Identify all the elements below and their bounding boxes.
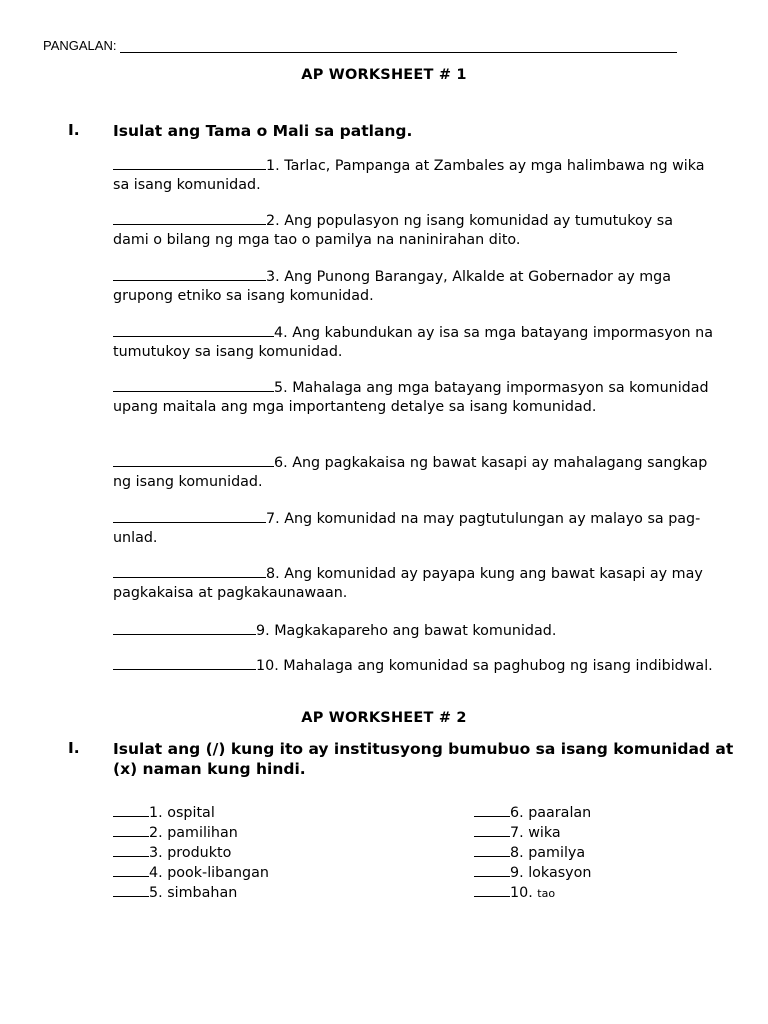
item-text: Ang pagkakaisa ng bawat kasapi ay mahalagang sangkap ng isang komunidad.	[113, 455, 708, 490]
item-number: 4.	[274, 325, 288, 341]
item-text: Mahalaga ang komunidad sa paghubog ng isang indibidwal.	[283, 658, 713, 674]
item-number: 2.	[266, 213, 280, 229]
item-text: pook-libangan	[167, 865, 269, 881]
tf-item-10	[113, 656, 713, 676]
item-text: Ang kabundukan ay isa sa mga batayang impormasyon na tumutukoy sa isang komunidad.	[113, 325, 713, 360]
item-text: pamilya	[528, 845, 586, 861]
item-text: Ang Punong Barangay, Alkalde at Gobernador ay mga grupong etniko sa isang komunidad.	[113, 269, 672, 304]
item-text: tao	[537, 887, 556, 900]
worksheet-2-section-number: I.	[68, 739, 80, 757]
answer-blank[interactable]	[474, 803, 510, 817]
answer-blank[interactable]	[113, 803, 149, 817]
answer-blank[interactable]	[113, 211, 266, 225]
check-item-9	[474, 863, 591, 883]
item-number: 7.	[266, 511, 280, 527]
item-number: 5.	[274, 380, 288, 396]
check-item-4	[113, 863, 269, 883]
item-number: 8.	[266, 566, 280, 582]
item-number: 9.	[256, 623, 270, 639]
answer-blank[interactable]	[113, 267, 266, 281]
answer-blank[interactable]	[113, 656, 256, 670]
answer-blank[interactable]	[113, 564, 266, 578]
worksheet-1-instruction: Isulat ang Tama o Mali sa patlang.	[113, 122, 413, 140]
item-number: 8.	[510, 845, 524, 861]
answer-blank[interactable]	[474, 883, 510, 897]
name-field-row	[43, 38, 677, 53]
check-item-6	[474, 803, 591, 823]
answer-blank[interactable]	[113, 823, 149, 837]
answer-blank[interactable]	[113, 883, 149, 897]
worksheet-2-instruction: Isulat ang (/) kung ito ay institusyong bumubuo sa isang komunidad at (x) naman kung hindi.	[113, 740, 734, 778]
tf-item-2	[113, 211, 713, 250]
item-number: 1.	[266, 158, 280, 174]
checklist-right-column	[474, 803, 591, 904]
check-item-2	[113, 823, 269, 843]
item-number: 4.	[149, 865, 163, 881]
check-item-5	[113, 883, 269, 903]
answer-blank[interactable]	[113, 509, 266, 523]
item-text: Ang komunidad ay payapa kung ang bawat kasapi ay may pagkakaisa at pagkakaunawaan.	[113, 566, 703, 601]
item-text: paaralan	[528, 805, 592, 821]
item-text: simbahan	[167, 885, 238, 901]
item-number: 5.	[149, 885, 163, 901]
tf-item-9	[113, 621, 713, 641]
item-text: wika	[528, 825, 561, 841]
worksheet-2-title: AP WORKSHEET # 2	[301, 710, 467, 726]
answer-blank[interactable]	[113, 453, 274, 467]
name-blank-line[interactable]	[120, 40, 677, 53]
item-number: 7.	[510, 825, 524, 841]
item-text: Mahalaga ang mga batayang impormasyon sa komunidad upang maitala ang mga importanteng detalye sa isang komunidad.	[113, 380, 709, 415]
worksheet-1-section-number: I.	[68, 121, 80, 139]
item-number: 9.	[510, 865, 524, 881]
item-number: 3.	[149, 845, 163, 861]
answer-blank[interactable]	[113, 843, 149, 857]
item-number: 10.	[510, 885, 533, 901]
answer-blank[interactable]	[113, 378, 274, 392]
item-text: Ang populasyon ng isang komunidad ay tumutukoy sa dami o bilang ng mga tao o pamilya na naninirahan dito.	[113, 213, 673, 248]
name-label: PANGALAN:	[43, 38, 117, 53]
tf-item-4	[113, 323, 713, 362]
tf-item-1	[113, 156, 713, 195]
item-number: 10.	[256, 658, 279, 674]
item-text: produkto	[167, 845, 232, 861]
tf-item-6	[113, 453, 713, 492]
item-number: 1.	[149, 805, 163, 821]
item-text: Magkakapareho ang bawat komunidad.	[274, 623, 557, 639]
check-item-1	[113, 803, 269, 823]
item-number: 2.	[149, 825, 163, 841]
checklist-left-column	[113, 803, 269, 903]
tf-item-7	[113, 509, 713, 548]
item-text: lokasyon	[528, 865, 592, 881]
answer-blank[interactable]	[113, 621, 256, 635]
item-text: Tarlac, Pampanga at Zambales ay mga halimbawa ng wika sa isang komunidad.	[113, 158, 705, 193]
answer-blank[interactable]	[113, 156, 266, 170]
item-text: pamilihan	[167, 825, 238, 841]
tf-item-3	[113, 267, 713, 306]
item-text: Ang komunidad na may pagtutulungan ay malayo sa pag-unlad.	[113, 511, 701, 546]
check-item-10	[474, 883, 591, 904]
item-number: 3.	[266, 269, 280, 285]
check-item-8	[474, 843, 591, 863]
check-item-7	[474, 823, 591, 843]
tf-item-5	[113, 378, 713, 417]
check-item-3	[113, 843, 269, 863]
tf-item-8	[113, 564, 713, 603]
answer-blank[interactable]	[474, 863, 510, 877]
answer-blank[interactable]	[113, 863, 149, 877]
item-number: 6.	[274, 455, 288, 471]
answer-blank[interactable]	[113, 323, 274, 337]
answer-blank[interactable]	[474, 823, 510, 837]
item-text: ospital	[167, 805, 215, 821]
item-number: 6.	[510, 805, 524, 821]
answer-blank[interactable]	[474, 843, 510, 857]
worksheet-1-title: AP WORKSHEET # 1	[301, 67, 467, 83]
